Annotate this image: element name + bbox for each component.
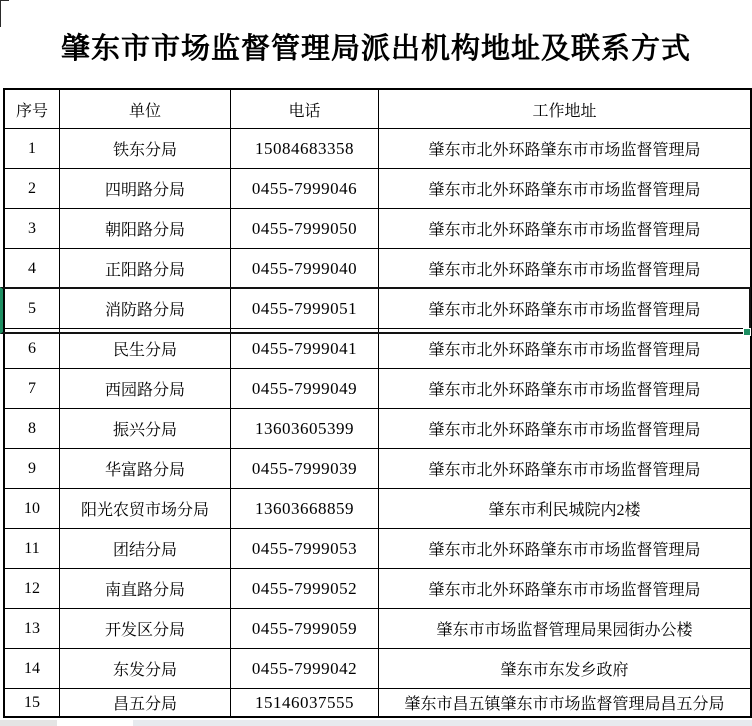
cell-unit[interactable]: 西园路分局 xyxy=(59,369,230,408)
cell-address[interactable]: 肇东市北外环路肇东市市场监督管理局 xyxy=(378,329,750,368)
cell-unit[interactable]: 昌五分局 xyxy=(59,689,230,716)
cell-address[interactable]: 肇东市北外环路肇东市市场监督管理局 xyxy=(378,289,750,328)
table-row xyxy=(5,408,750,448)
partial-cell-white xyxy=(57,720,133,726)
table-row xyxy=(5,168,750,208)
cell-phone[interactable]: 0455-7999053 xyxy=(230,529,378,568)
cell-seq[interactable]: 13 xyxy=(24,619,40,637)
cell-seq[interactable]: 11 xyxy=(24,539,40,557)
cell-seq[interactable]: 6 xyxy=(28,339,36,357)
table-row xyxy=(5,208,750,248)
cell-phone[interactable]: 0455-7999046 xyxy=(230,169,378,208)
partial-cell-shaded xyxy=(133,720,752,726)
cell-unit[interactable]: 华富路分局 xyxy=(59,449,230,488)
header-cell-unit[interactable]: 单位 xyxy=(59,90,230,128)
gridline-artifact-horizontal xyxy=(0,0,9,1)
table-row xyxy=(5,128,750,168)
cell-seq[interactable]: 15 xyxy=(24,693,40,711)
cell-unit[interactable]: 南直路分局 xyxy=(59,569,230,608)
cell-phone[interactable]: 0455-7999049 xyxy=(230,369,378,408)
table-row xyxy=(5,488,750,528)
cell-seq[interactable]: 12 xyxy=(24,579,40,597)
cell-unit[interactable]: 朝阳路分局 xyxy=(59,209,230,248)
cell-unit[interactable]: 阳光农贸市场分局 xyxy=(59,489,230,528)
cell-phone[interactable]: 0455-7999059 xyxy=(230,609,378,648)
cell-address[interactable]: 肇东市北外环路肇东市市场监督管理局 xyxy=(378,169,750,208)
table-row xyxy=(5,328,750,368)
header-cell-phone[interactable]: 电话 xyxy=(230,90,378,128)
table-row xyxy=(5,368,750,408)
cell-seq[interactable]: 7 xyxy=(28,379,36,397)
cell-unit[interactable]: 民生分局 xyxy=(59,329,230,368)
cell-phone[interactable]: 0455-7999039 xyxy=(230,449,378,488)
cell-unit[interactable]: 消防路分局 xyxy=(59,289,230,328)
cell-address[interactable]: 肇东市市场监督管理局果园街办公楼 xyxy=(378,609,750,648)
cell-address[interactable]: 肇东市北外环路肇东市市场监督管理局 xyxy=(378,569,750,608)
cell-unit[interactable]: 四明路分局 xyxy=(59,169,230,208)
cell-seq[interactable]: 9 xyxy=(28,459,36,477)
cell-address[interactable]: 肇东市昌五镇肇东市市场监督管理局昌五分局 xyxy=(378,689,750,716)
table-row xyxy=(5,608,750,648)
page-title: 肇东市市场监督管理局派出机构地址及联系方式 xyxy=(60,33,691,65)
cell-address[interactable]: 肇东市北外环路肇东市市场监督管理局 xyxy=(378,209,750,248)
cell-seq[interactable]: 2 xyxy=(28,179,36,197)
table-row xyxy=(5,648,750,688)
cell-phone[interactable]: 15146037555 xyxy=(230,689,378,716)
cell-unit[interactable]: 铁东分局 xyxy=(59,129,230,168)
table-row xyxy=(5,568,750,608)
cell-phone[interactable]: 0455-7999040 xyxy=(230,249,378,288)
cell-seq[interactable]: 14 xyxy=(24,659,40,677)
table-row xyxy=(5,448,750,488)
cell-address[interactable]: 肇东市北外环路肇东市市场监督管理局 xyxy=(378,409,750,448)
cell-phone[interactable]: 13603605399 xyxy=(230,409,378,448)
cell-phone[interactable]: 0455-7999052 xyxy=(230,569,378,608)
cell-phone[interactable]: 15084683358 xyxy=(230,129,378,168)
partial-next-row xyxy=(0,720,752,726)
table-row xyxy=(5,248,750,288)
cell-address[interactable]: 肇东市东发乡政府 xyxy=(378,649,750,688)
cell-phone[interactable]: 13603668859 xyxy=(230,489,378,528)
cell-address[interactable]: 肇东市北外环路肇东市市场监督管理局 xyxy=(378,449,750,488)
cell-address[interactable]: 肇东市北外环路肇东市市场监督管理局 xyxy=(378,249,750,288)
header-cell-seq[interactable]: 序号 xyxy=(15,102,48,120)
header-cell-address[interactable]: 工作地址 xyxy=(378,90,750,128)
contacts-table xyxy=(3,88,752,718)
cell-unit[interactable]: 正阳路分局 xyxy=(59,249,230,288)
cell-phone[interactable]: 0455-7999041 xyxy=(230,329,378,368)
cell-address[interactable]: 肇东市北外环路肇东市市场监督管理局 xyxy=(378,129,750,168)
table-row xyxy=(5,528,750,568)
cell-unit[interactable]: 振兴分局 xyxy=(59,409,230,448)
cell-seq[interactable]: 3 xyxy=(28,219,36,237)
selection-box[interactable] xyxy=(0,287,751,334)
gridline-artifact-vertical xyxy=(0,0,1,27)
cell-seq[interactable]: 4 xyxy=(28,259,36,277)
fill-handle[interactable] xyxy=(743,328,751,336)
cell-address[interactable]: 肇东市北外环路肇东市市场监督管理局 xyxy=(378,529,750,568)
partial-cell-shaded xyxy=(0,720,57,726)
cell-seq[interactable]: 8 xyxy=(28,419,36,437)
cell-seq[interactable]: 10 xyxy=(24,499,40,517)
cell-phone[interactable]: 0455-7999051 xyxy=(230,289,378,328)
cell-seq[interactable]: 5 xyxy=(28,299,36,317)
cell-seq[interactable]: 1 xyxy=(28,139,36,157)
cell-address[interactable]: 肇东市利民城院内2楼 xyxy=(378,489,750,528)
cell-address[interactable]: 肇东市北外环路肇东市市场监督管理局 xyxy=(378,369,750,408)
cell-unit[interactable]: 东发分局 xyxy=(59,649,230,688)
header-row xyxy=(5,90,750,128)
cell-unit[interactable]: 开发区分局 xyxy=(59,609,230,648)
cell-unit[interactable]: 团结分局 xyxy=(59,529,230,568)
cell-phone[interactable]: 0455-7999050 xyxy=(230,209,378,248)
table-row xyxy=(5,688,750,716)
cell-phone[interactable]: 0455-7999042 xyxy=(230,649,378,688)
